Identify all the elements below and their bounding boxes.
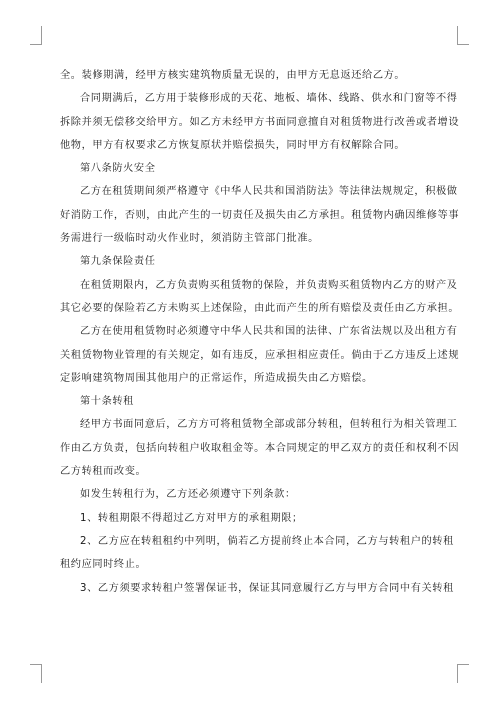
document-body <box>60 64 460 600</box>
text-line: 合同期满后，乙方用于装修形成的天花、地板、墙体、线路、供水和门窗等不得 <box>80 93 458 105</box>
text-line: 在租赁期限内，乙方负责购买租赁物的保险，并负责购买租赁物内乙方的财产及 <box>80 279 458 291</box>
crop-mark-bottom-left <box>30 664 42 683</box>
text-line: 经甲方书面同意后，乙方方可将租赁物全部或部分转租，但转租行为相关管理工 <box>80 419 458 431</box>
text-line: 好消防工作，否则，由此产生的一切责任及损失由乙方承担。租赁物内确因维修等事 <box>60 209 460 221</box>
text-line: 2、乙方应在转租租约中列明，倘若乙方提前终止本合同，乙方与转租户的转租 <box>80 535 454 547</box>
text-line: 乙方在使用租赁物时必须遵守中华人民共和国的法律、广东省法规以及出租方有 <box>80 326 458 338</box>
text-line: 务需进行一级临时动火作业时，须消防主管部门批准。 <box>60 233 319 245</box>
text-line: 3、乙方须要求转租户签署保证书，保证其同意履行乙方与甲方合同中有关转租 <box>80 582 454 594</box>
text-line: 定影响建筑物周围其他用户的正常运作，所造成损失由乙方赔偿。 <box>60 372 373 384</box>
text-line: 他物，甲方有权要求乙方恢复原状并赔偿损失，同时甲方有权解除合同。 <box>60 139 406 151</box>
text-line: 乙方转租而改变。 <box>60 466 147 478</box>
text-line: 全。装修期满，经甲方核实建筑物质量无误的，由甲方无息返还给乙方。 <box>60 70 406 81</box>
text-line: 拆除并须无偿移交给甲方。如乙方未经甲方书面同意擅自对租赁物进行改善或者增设 <box>60 116 460 128</box>
text-line: 作由乙方负责，包括向转租户收取租金等。本合同规定的甲乙双方的责任和权利不因 <box>60 442 460 454</box>
text-line: 关租赁物物业管理的有关规定，如有违反，应承担相应责任。倘由于乙方违反上述规 <box>60 349 460 361</box>
text-line: 其它必要的保险若乙方未购买上述保险，由此而产生的所有赔偿及责任由乙方承担。 <box>60 302 460 314</box>
crop-mark-top-right <box>457 26 469 45</box>
text-line: 租约应同时终止。 <box>60 559 147 571</box>
crop-mark-top-left <box>30 26 42 45</box>
section-heading: 第九条保险责任 <box>80 256 156 268</box>
text-line: 乙方在租赁期间须严格遵守《中华人民共和国消防法》等法律法规规定，积极做 <box>80 186 458 198</box>
crop-mark-bottom-right <box>457 664 469 683</box>
section-heading: 第十条转租 <box>80 396 134 408</box>
section-heading: 第八条防火安全 <box>80 163 156 175</box>
text-line: 如发生转租行为，乙方还必须遵守下列条款： <box>80 489 296 501</box>
text-line: 1、转租期限不得超过乙方对甲方的承租期限； <box>80 512 303 524</box>
